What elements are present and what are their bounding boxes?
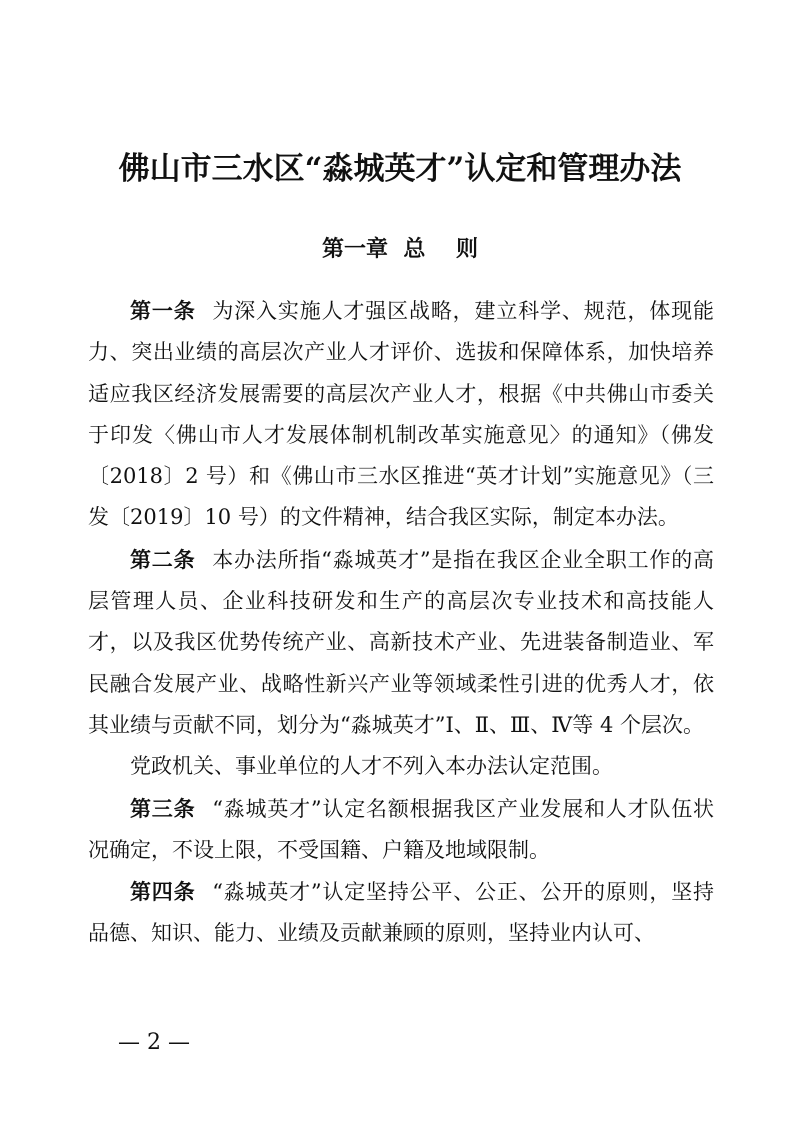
page-number: — 2 — [118,1030,190,1055]
article-text: “淼城英才”认定坚持公平、公正、公开的原则，坚持品德、知识、能力、业绩及贡献兼顾的原则，坚持业内认可、 [88,880,714,946]
article-text: 本办法所指“淼城英才”是指在我区企业全职工作的高层管理人员、企业科技研发和生产的高层次专业技术和高技能人才，以及我区优势传统产业、高新技术产业、先进装备制造业、军民融合发展产业、战略性新兴产业等领域柔性引进的优秀人才，依其业绩与贡献不同，划分为“淼城英才”Ⅰ、Ⅱ、Ⅲ、Ⅳ等 4 个层次。 [88,547,714,737]
article-text: 党政机关、事业单位的人才不列入本办法认定范围。 [130,754,613,779]
document-body [88,290,714,955]
document-title: 佛山市三水区“淼城英才”认定和管理办法 [118,151,682,187]
article-label: 第三条 [130,795,196,821]
chapter-title: 第一章 总 则 [322,236,478,262]
article-1 [88,290,714,539]
article-label: 第二条 [130,546,196,572]
article-label: 第四条 [130,879,196,905]
article-2 [88,539,714,746]
article-4 [88,871,714,955]
article-3 [88,788,714,872]
article-text: 为深入实施人才强区战略，建立科学、规范，体现能力、突出业绩的高层次产业人才评价、选拔和保障体系，加快培养适应我区经济发展需要的高层次产业人才，根据《中共佛山市委关于印发〈佛山市人才发展体制机制改革实施意见〉的通知》（佛发〔2018〕2 号）和《佛山市三水区推进“英才计划”实施意见》（三发〔2019〕10 号）的文件精神，结合我区实际，制定本办法。 [88,299,715,530]
article-label: 第一条 [130,298,196,323]
article-2-paragraph [88,746,714,787]
article-text: “淼城英才”认定名额根据我区产业发展和人才队伍状况确定，不设上限，不受国籍、户籍及地域限制。 [88,796,714,862]
